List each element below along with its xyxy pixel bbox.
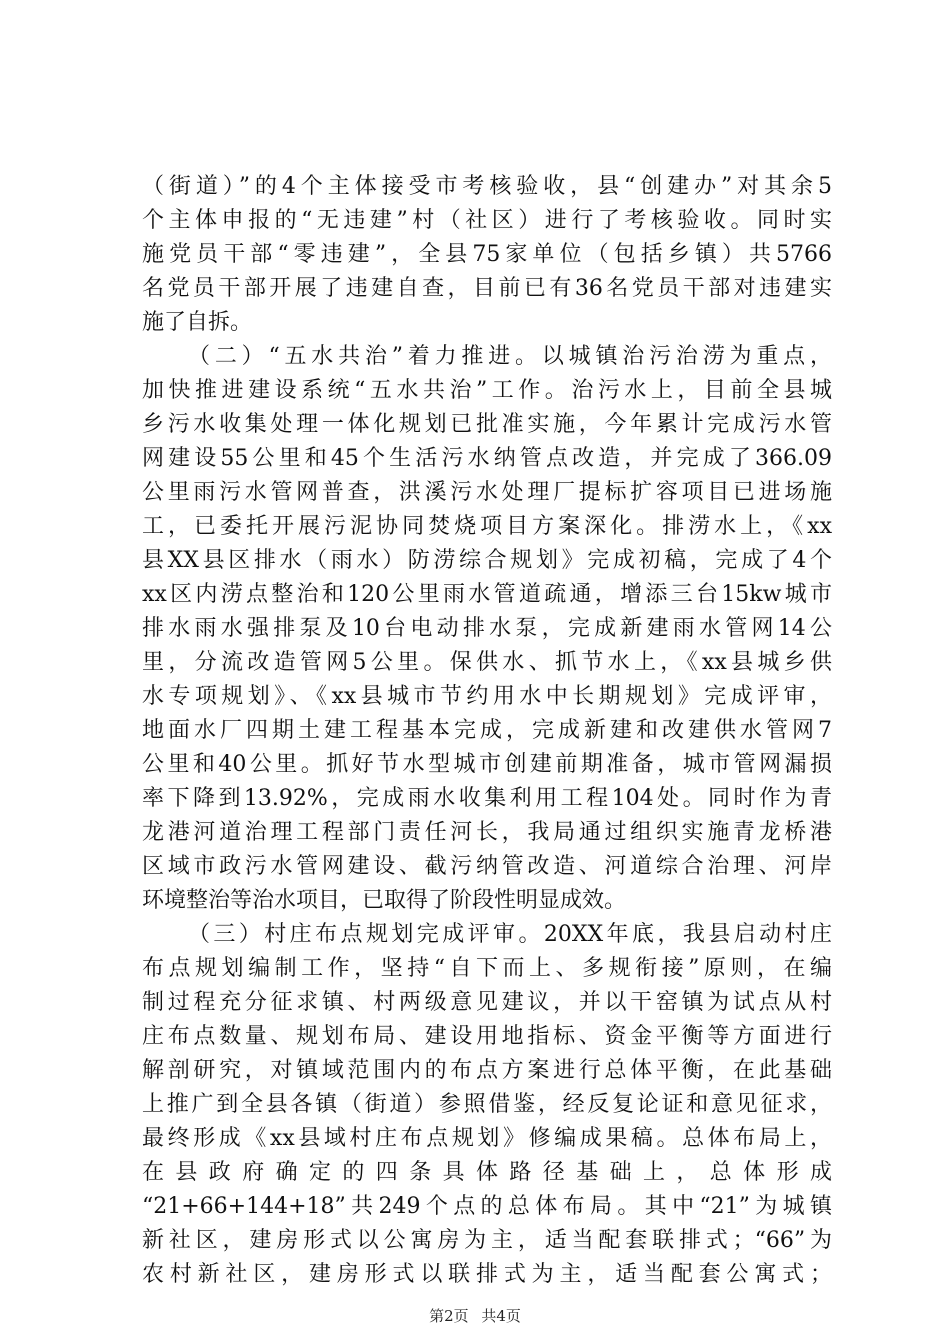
text-line: 网建设55公里和45个生活污水纳管点改造，并完成了366.09	[142, 446, 832, 471]
text-line: （街道）”的4个主体接受市考核验收，县“创建办”对其余5	[142, 174, 832, 199]
text-line: 率下降到13.92%，完成雨水收集利用工程104处。同时作为青	[142, 786, 832, 811]
text-line: 布点规划编制工作，坚持“自下而上、多规衔接”原则，在编	[142, 956, 832, 981]
page-footer	[0, 1306, 950, 1326]
text-line: 区域市政污水管网建设、截污纳管改造、河道综合治理、河岸	[142, 854, 832, 879]
text-line: 名党员干部开展了违建自查，目前已有36名党员干部对违建实	[142, 276, 832, 301]
text-line: 水专项规划》、《xx县城市节约用水中长期规划》完成评审，	[142, 684, 832, 709]
text-line: 加快推进建设系统“五水共治”工作。治污水上，目前全县城	[142, 378, 832, 403]
text-line: 工，已委托开展污泥协同焚烧项目方案深化。排涝水上，《xx	[142, 514, 832, 539]
text-line: 龙港河道治理工程部门责任河长，我局通过组织实施青龙桥港	[142, 820, 832, 845]
text-line: xx区内涝点整治和120公里雨水管道疏通，增添三台15kw城市	[142, 582, 832, 607]
paragraph-start-line: （二）“五水共治”着力推进。以城镇治污治涝为重点，	[188, 344, 832, 369]
text-line: 施了自拆。	[142, 310, 253, 335]
text-line: 农村新社区，建房形式以联排式为主，适当配套公寓式；	[142, 1262, 832, 1287]
body-text	[142, 170, 832, 1292]
text-line: 县XX县区排水（雨水）防涝综合规划》完成初稿，完成了4个	[142, 548, 832, 573]
text-line: 解剖研究，对镇域范围内的布点方案进行总体平衡，在此基础	[142, 1058, 832, 1083]
text-line: 上推广到全县各镇（街道）参照借鉴，经反复论证和意见征求，	[142, 1092, 832, 1117]
paragraph-start-line: （三）村庄布点规划完成评审。20XX年底，我县启动村庄	[188, 922, 832, 947]
text-line: 公里雨污水管网普查，洪溪污水处理厂提标扩容项目已进场施	[142, 480, 832, 505]
text-line: 制过程充分征求镇、村两级意见建议，并以干窑镇为试点从村	[142, 990, 832, 1015]
text-line: 庄布点数量、规划布局、建设用地指标、资金平衡等方面进行	[142, 1024, 832, 1049]
text-line: 在县政府确定的四条具体路径基础上，总体形成	[142, 1160, 832, 1185]
text-line: 最终形成《xx县域村庄布点规划》修编成果稿。总体布局上，	[142, 1126, 832, 1151]
text-line: 公里和40公里。抓好节水型城市创建前期准备，城市管网漏损	[142, 752, 832, 777]
text-line: 新社区，建房形式以公寓房为主，适当配套联排式；“66”为	[142, 1228, 832, 1253]
text-line: 环境整治等治水项目，已取得了阶段性明显成效。	[142, 888, 627, 913]
text-line: 施党员干部“零违建”，全县75家单位（包括乡镇）共5766	[142, 242, 832, 267]
text-line: 排水雨水强排泵及10台电动排水泵，完成新建雨水管网14公	[142, 616, 832, 641]
page-number: 第2页	[429, 1307, 469, 1325]
text-line: 个主体申报的“无违建”村（社区）进行了考核验收。同时实	[142, 208, 832, 233]
page-total: 共4页	[481, 1307, 521, 1325]
text-line: 里，分流改造管网5公里。保供水、抓节水上，《xx县城乡供	[142, 650, 832, 675]
text-line: “21+66+144+18”共249个点的总体布局。其中“21”为城镇	[142, 1194, 832, 1219]
text-line: 地面水厂四期土建工程基本完成，完成新建和改建供水管网7	[142, 718, 832, 743]
text-line: 乡污水收集处理一体化规划已批准实施，今年累计完成污水管	[142, 412, 832, 437]
